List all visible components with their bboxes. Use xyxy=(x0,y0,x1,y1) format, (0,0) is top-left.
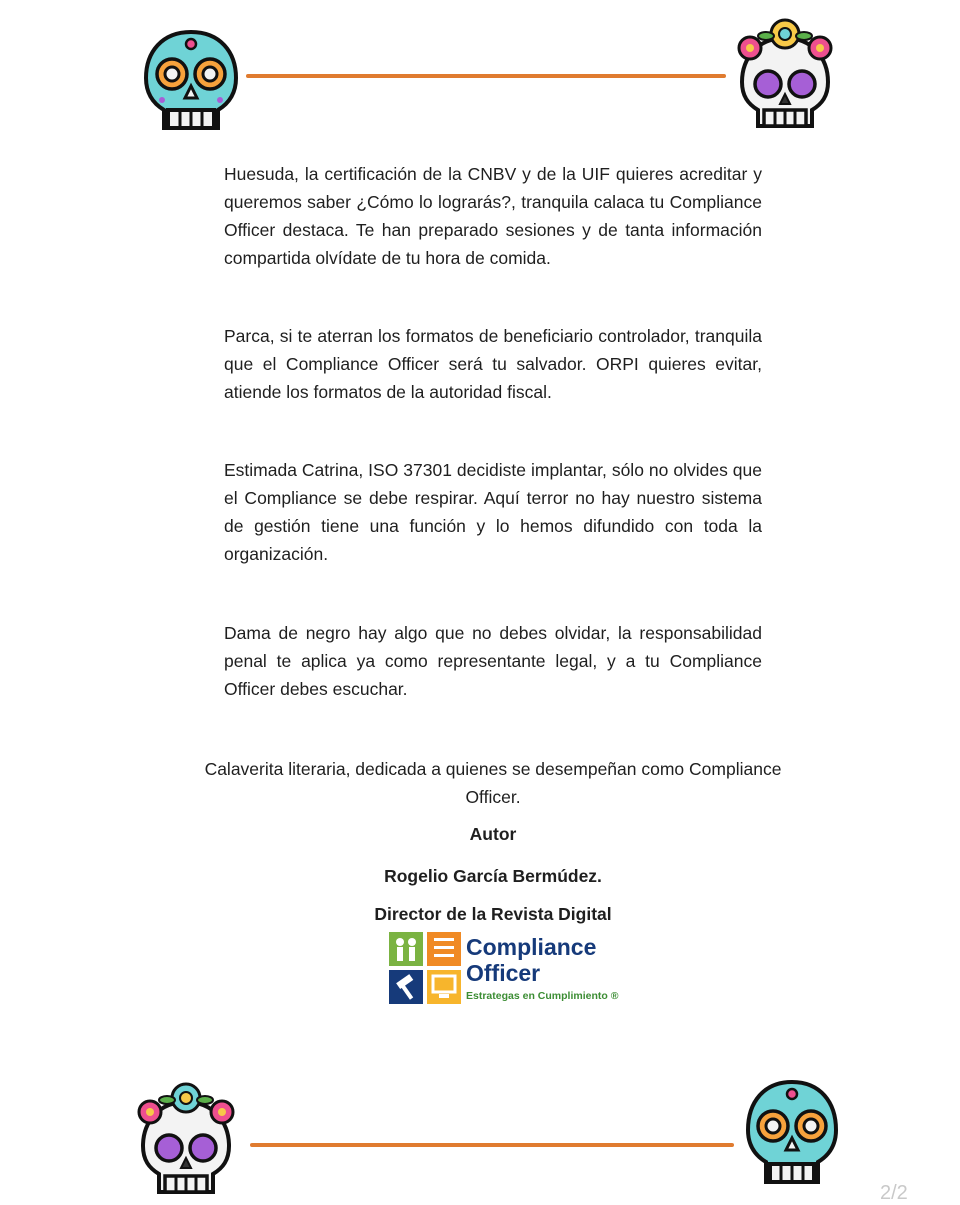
top-divider xyxy=(246,74,726,78)
sugar-skull-flower-crown-icon xyxy=(130,1078,242,1196)
sugar-skull-teal-icon xyxy=(742,1078,842,1190)
paragraph-parca: Parca, si te aterran los formatos de beneficiario controlador, tranquila que el Compliance Officer será tu salvador. ORPI quieres evitar, atiende los formatos de la autoridad fiscal. xyxy=(224,326,762,402)
paragraph-huesuda: Huesuda, la certificación de la CNBV y de la UIF quieres acreditar y queremos saber ¿Cómo lo lograrás?, tranquila calaca tu Compliance Officer destaca. Te han preparado sesiones y de tanta información compartida olvídate de tu hora de comida. xyxy=(224,164,762,268)
bottom-divider xyxy=(250,1143,734,1147)
author-role: Director de la Revista Digital xyxy=(374,904,612,924)
dedication-text: Calaverita literaria, dedicada a quienes se desempeñan como Compliance Officer. xyxy=(204,759,782,807)
sugar-skull-teal-icon xyxy=(140,28,242,136)
logo-word-officer: Officer xyxy=(466,960,541,986)
logo-mark-icon xyxy=(389,932,463,1008)
logo-word-compliance: Compliance xyxy=(466,934,597,960)
paragraph-dama-de-negro: Dama de negro hay algo que no debes olvidar, la responsabilidad penal te aplica ya como representante legal, y a tu Compliance Officer debes escuchar. xyxy=(224,623,762,699)
paragraph-catrina: Estimada Catrina, ISO 37301 decidiste implantar, sólo no olvides que el Compliance se debe respirar. Aquí terror no hay nuestro sistema de gestión tiene una función y lo hemos difundido con toda la organización. xyxy=(224,460,762,564)
page-indicator: 2/2 xyxy=(880,1182,908,1204)
sugar-skull-flower-crown-icon xyxy=(730,14,840,136)
compliance-officer-logo xyxy=(389,930,649,1010)
author-name: Rogelio García Bermúdez. xyxy=(384,866,602,886)
logo-tagline: Estrategas en Cumplimiento ® xyxy=(466,990,619,1002)
author-label: Autor xyxy=(469,824,517,844)
